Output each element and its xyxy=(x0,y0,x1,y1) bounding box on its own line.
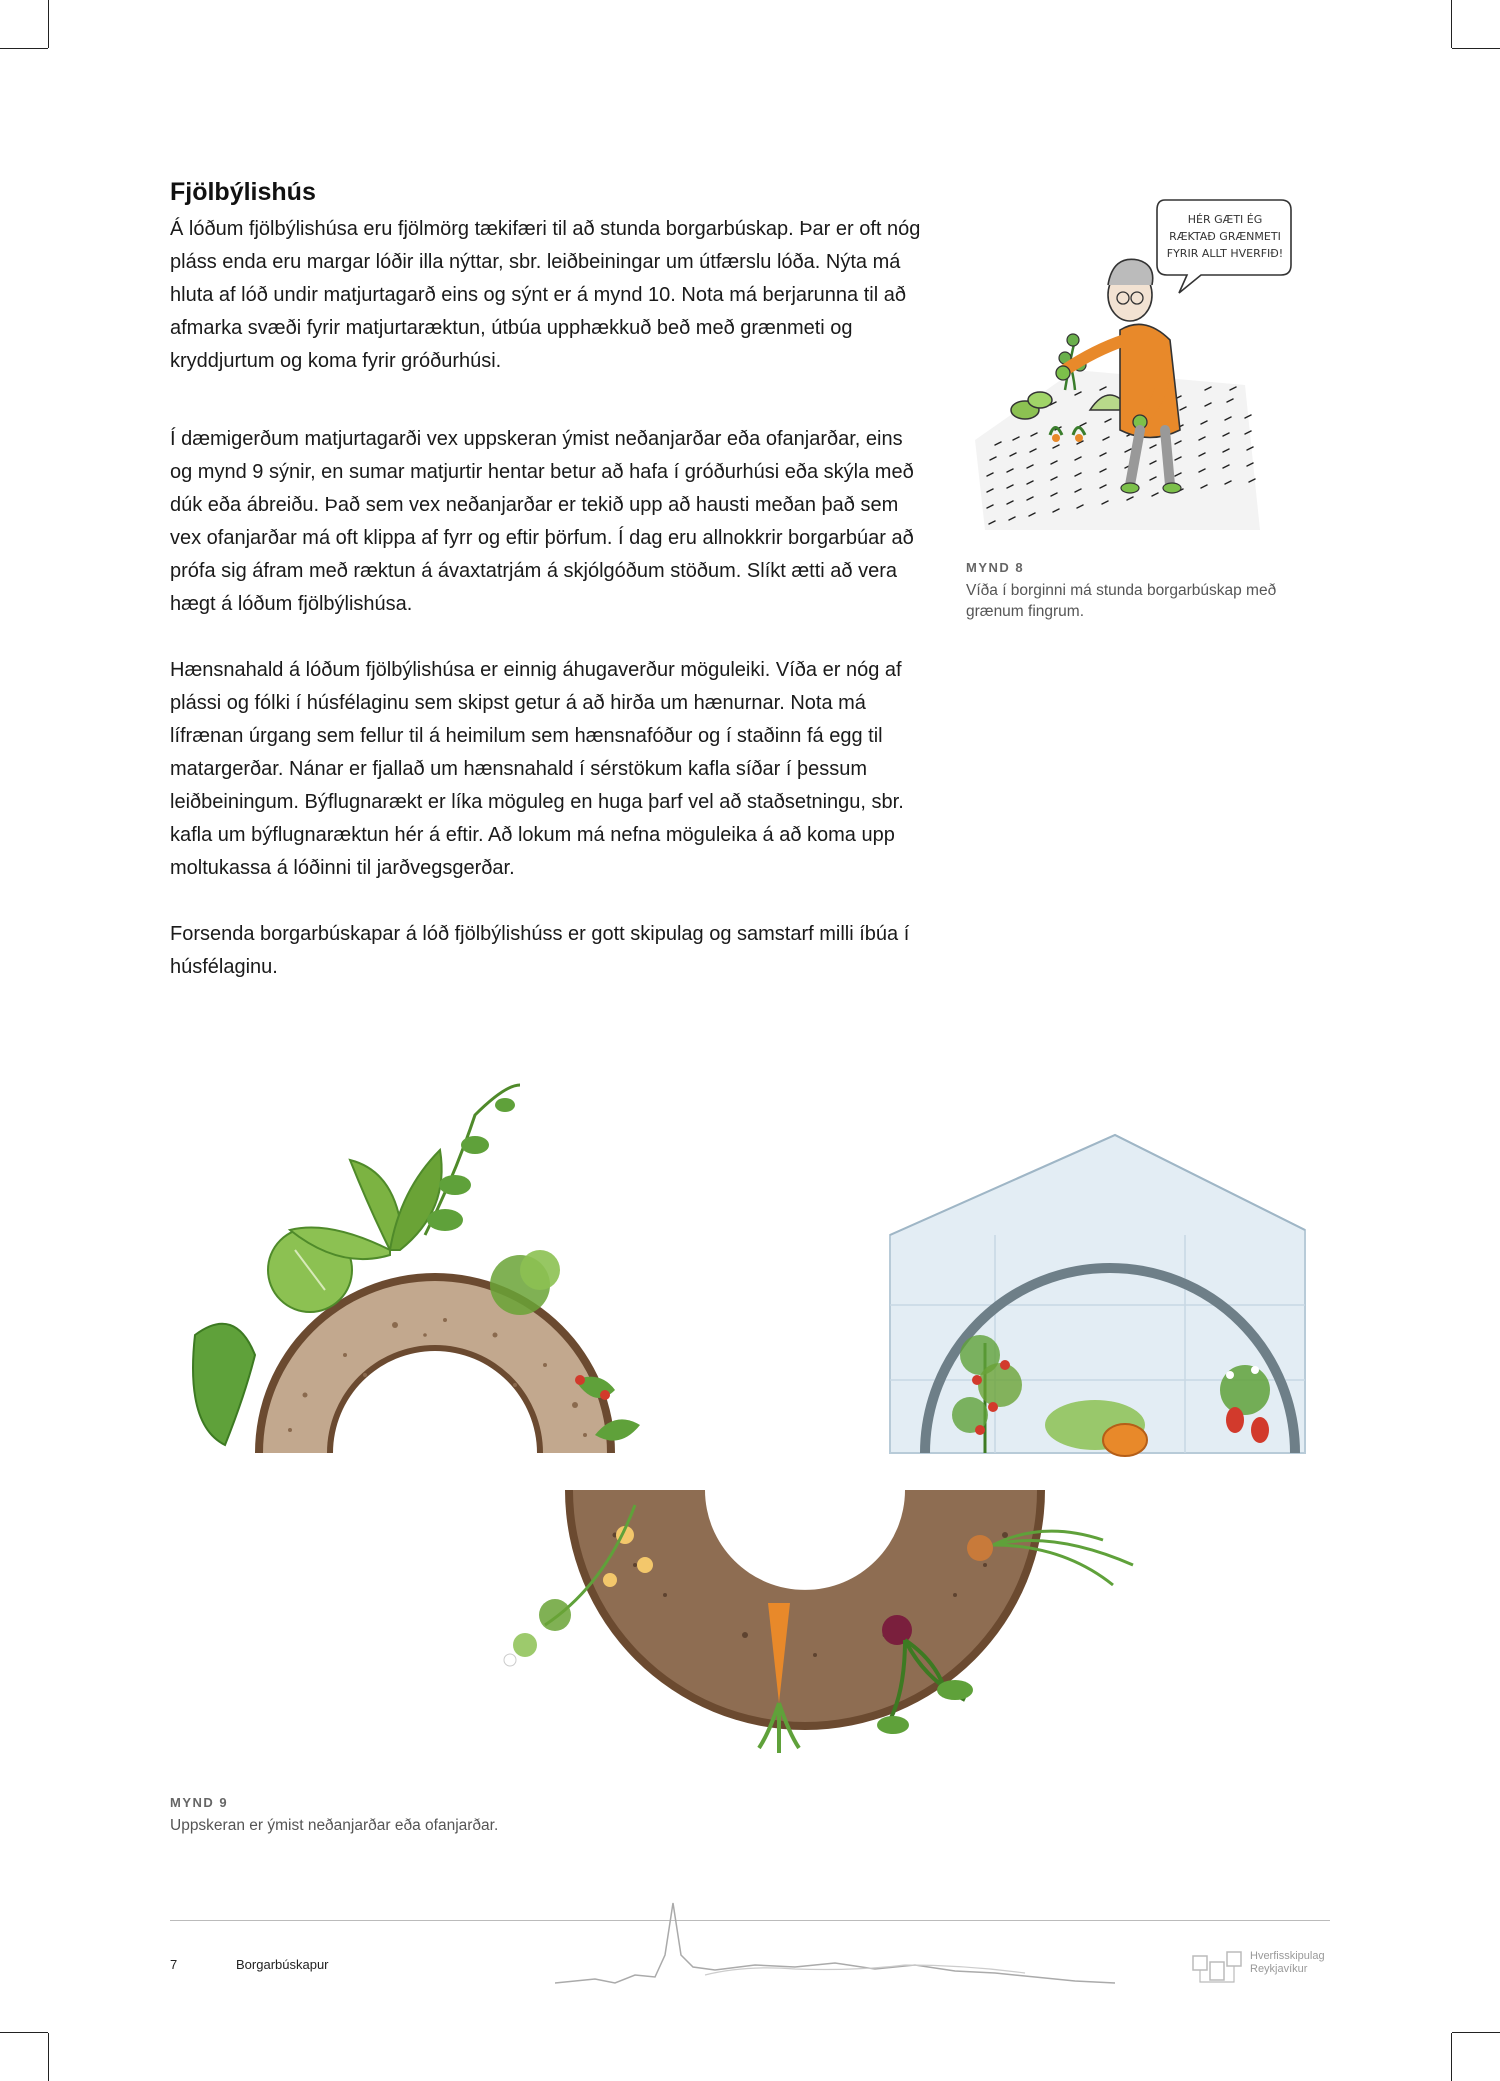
crop-mark xyxy=(1452,48,1500,49)
hverfisskipulag-logo-icon xyxy=(1190,1948,1245,1986)
figure-9-label: MYND 9 xyxy=(170,1795,229,1810)
below-ground-bowl xyxy=(504,1490,1133,1753)
paragraph-1: Á lóðum fjölbýlishúsa eru fjölmörg tækifæri til að stunda borgarbúskap. Þar er oft nóg pláss enda eru margar lóðir illa nýttar, sbr. leiðbeiningar um útfærslu lóða. Nýta má hluta af lóð undir matjurtagarð eins og sýnt er á mynd 10. Nota má berjarunna til að afmarka svæði fyrir matjurtaræktun, útbúa upphækkuð beð með grænmeti og kryddjurtum og koma fyrir gróðurhúsi. xyxy=(170,218,921,372)
speech-line-1: HÉR GÆTI ÉG xyxy=(1187,213,1263,226)
crop-mark xyxy=(1451,2033,1452,2081)
speech-bubble xyxy=(1157,200,1291,293)
figure-9-caption: Uppskeran er ýmist neðanjarðar eða ofanjarðar. xyxy=(170,1817,499,1834)
page-number: 7 xyxy=(170,1957,178,1972)
figure-8-label: MYND 8 xyxy=(966,560,1025,575)
paragraph-3: Hænsnahald á lóðum fjölbýlishúsa er einnig áhugaverður möguleiki. Víða er nóg af plássi og fólki í húsfélaginu sem skipst getur á að hirða um hænurnar. Nota má lífrænan úrgang sem fellur til á heimilum sem hænsnafóður og í staðinn fá egg til matargerðar. Nánar er fjallað um hænsnahald í sérstökum kafla síðar í þessum leiðbeiningum. Býflugnarækt er líka möguleg en huga þarf vel að staðsetningu, sbr. kafla um býflugnaræktun hér á eftir. Að lokum má nefna möguleika á að koma upp moltukassa á lóðinni til jarðvegsgerðar. xyxy=(170,659,904,879)
footer-logo-text xyxy=(1250,1950,1325,1976)
section-title: Fjölbýlishús xyxy=(170,178,316,206)
figure-8-illustration xyxy=(965,190,1315,540)
logo-line-1: Hverfisskipulag xyxy=(1250,1950,1325,1962)
crop-mark xyxy=(48,0,49,48)
crop-mark xyxy=(48,2033,49,2081)
figure-8-caption-line-2: grænum fingrum. xyxy=(966,603,1085,620)
soil-hatching xyxy=(975,370,1260,530)
logo-line-2: Reykjavíkur xyxy=(1250,1963,1308,1975)
paragraph-4: Forsenda borgarbúskapar á lóð fjölbýlishúss er gott skipulag og samstarf milli íbúa í húsfélaginu. xyxy=(170,923,910,978)
crop-mark xyxy=(1452,2032,1500,2033)
paragraph-2: Í dæmigerðum matjurtagarði vex uppskeran ýmist neðanjarðar eða ofanjarðar, eins og mynd 9 sýnir, en sumar matjurtir hentar betur að hafa í gróðurhúsi eða skýla með dúk eða ábreiðu. Það sem vex neðanjarðar er tekið upp að hausti meðan það sem vex ofanjarðar má oft klippa af fyrr og eftir þörfum. Í dag eru allnokkrir borgarbúar að prófa sig áfram með ræktun á ávaxtatrjám á skjólgóðum stöðum. Slíkt ætti að vera hægt á lóðum fjölbýlishúsa. xyxy=(170,428,914,615)
figure-9-illustration xyxy=(165,1035,1335,1780)
speech-line-3: FYRIR ALLT HVERFIÐ! xyxy=(1166,247,1284,260)
footer-doc-title: Borgarbúskapur xyxy=(236,1957,329,1972)
greenhouse xyxy=(890,1135,1305,1456)
city-skyline-icon xyxy=(555,1895,1135,1990)
crop-mark xyxy=(1451,0,1452,48)
figure-8-caption-line-1: Víða í borginni má stunda borgarbúskap með xyxy=(966,582,1277,599)
crop-mark xyxy=(0,2032,48,2033)
crop-mark xyxy=(0,48,48,49)
speech-line-2: RÆKTAÐ GRÆNMETI xyxy=(1169,230,1281,243)
